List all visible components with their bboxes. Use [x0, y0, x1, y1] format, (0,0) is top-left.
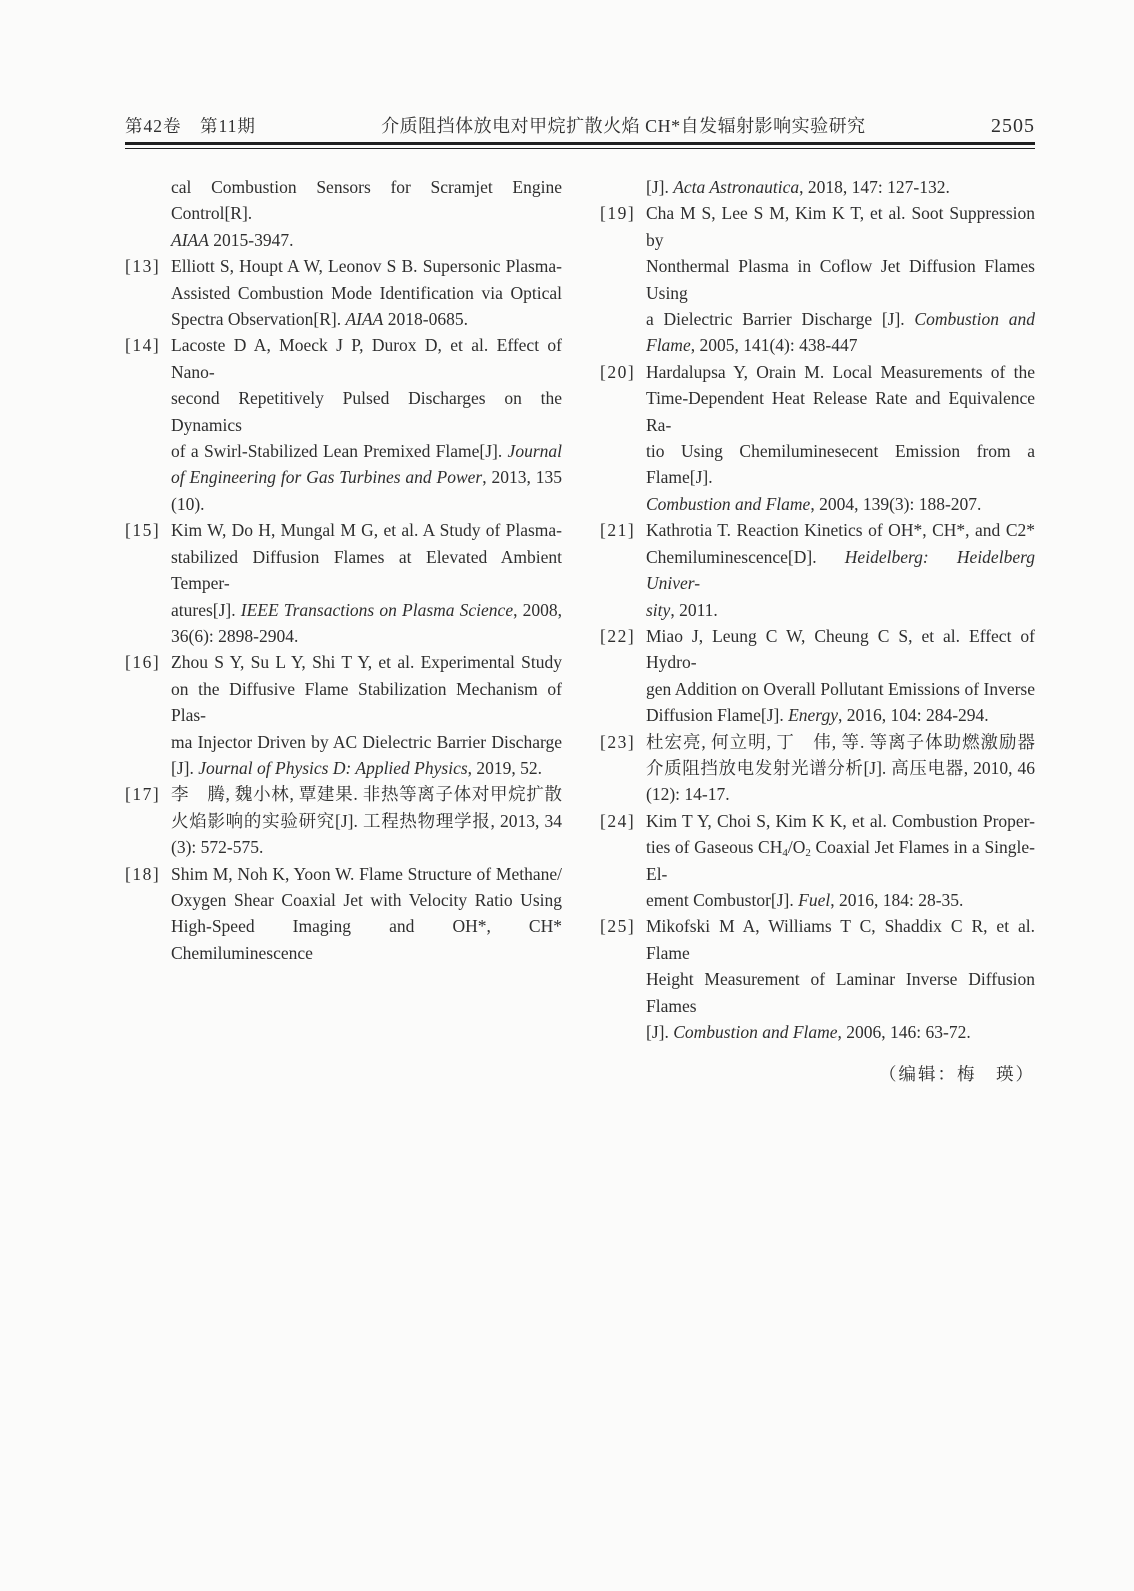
reference-line: Cha M S, Lee S M, Kim K T, et al. Soot Suppression by	[646, 203, 1035, 250]
reference-entry	[125, 174, 562, 253]
reference-number: [22]	[600, 625, 636, 646]
reference-line: cal Combustion Sensors for Scramjet Engine Control[R].	[171, 177, 562, 224]
reference-line: Kathrotia T. Reaction Kinetics of OH*, CH*, and C2*	[646, 520, 1035, 541]
reference-line: Time-Dependent Heat Release Rate and Equivalence Ra-	[646, 388, 1035, 435]
reference-line: Kim W, Do H, Mungal M G, et al. A Study of Plasma-	[171, 520, 562, 541]
reference-line: of a Swirl-Stabilized Lean Premixed Flame[J]. Journal	[171, 441, 562, 462]
reference-line: stabilized Diffusion Flames at Elevated Ambient Temper-	[171, 546, 562, 594]
references-column-left	[125, 174, 562, 1088]
reference-line: second Repetitively Pulsed Discharges on the Dynamics	[171, 388, 562, 435]
reference-line: ties of Gaseous $CH_4/O_2$ Coaxial Jet Flames in a Single-El-	[646, 837, 1035, 884]
reference-text	[646, 517, 1035, 623]
page-header	[125, 112, 1035, 138]
reference-line: Elliott S, Houpt A W, Leonov S B. Supersonic Plasma-	[171, 256, 562, 277]
reference-line: Miao J, Leung C W, Cheung C S, et al. Effect of Hydro-	[646, 625, 1035, 673]
reference-line: Kim T Y, Choi S, Kim K K, et al. Combustion Proper-	[646, 810, 1035, 831]
reference-line: a Dielectric Barrier Discharge [J]. Combustion and	[646, 309, 1035, 330]
reference-line: Zhou S Y, Su L Y, Shi T Y, et al. Experimental Study	[171, 652, 562, 673]
reference-line: 杜宏亮, 何立明, 丁 伟, 等. 等离子体助燃激励器	[646, 731, 1035, 752]
references-section	[125, 174, 1035, 1088]
reference-line: Flame, 2005, 141(4): 438-447	[646, 335, 858, 356]
editor-note: （编辑：梅 瑛）	[879, 1064, 1035, 1085]
reference-line: 36(6): 2898-2904.	[171, 625, 299, 646]
reference-entry	[125, 332, 562, 517]
reference-text	[171, 517, 562, 649]
reference-line: ma Injector Driven by AC Dielectric Barrier Discharge	[171, 731, 562, 752]
reference-number: [13]	[125, 256, 161, 277]
reference-line: gen Addition on Overall Pollutant Emissions of Inverse	[646, 678, 1035, 699]
reference-entry	[600, 808, 1035, 914]
reference-number: [24]	[600, 810, 636, 831]
reference-line: Hardalupsa Y, Orain M. Local Measurements of the	[646, 361, 1035, 382]
reference-number: [18]	[125, 863, 161, 884]
reference-line: 李 腾, 魏小林, 覃建果. 非热等离子体对甲烷扩散	[171, 784, 562, 805]
reference-line: Lacoste D A, Moeck J P, Durox D, et al. Effect of Nano-	[171, 335, 562, 382]
reference-line: Height Measurement of Laminar Inverse Diffusion Flames	[646, 969, 1035, 1016]
reference-entry	[125, 253, 562, 332]
reference-line: AIAA 2015-3947.	[171, 229, 294, 250]
reference-text	[171, 781, 562, 860]
reference-number: [19]	[600, 203, 636, 224]
reference-number	[600, 174, 646, 200]
reference-line: sity, 2011.	[646, 599, 718, 620]
reference-number: [17]	[125, 784, 161, 805]
reference-line: of Engineering for Gas Turbines and Power, 2013, 135	[171, 467, 562, 488]
header-double-rule	[125, 142, 1035, 149]
reference-entry	[600, 359, 1035, 517]
reference-line: 介质阻挡放电发射光谱分析[J]. 高压电器, 2010, 46	[646, 757, 1035, 778]
reference-text	[646, 623, 1035, 729]
reference-entry	[600, 517, 1035, 623]
reference-line: (3): 572-575.	[171, 837, 264, 858]
reference-line: atures[J]. IEEE Transactions on Plasma Science, 2008,	[171, 599, 562, 620]
reference-line: on the Diffusive Flame Stabilization Mechanism of Plas-	[171, 678, 562, 726]
reference-number: [16]	[125, 652, 161, 673]
reference-entry	[125, 649, 562, 781]
reference-number: [15]	[125, 520, 161, 541]
reference-line: High-Speed Imaging and OH*, CH* Chemiluminescence	[171, 916, 562, 963]
running-title: 介质阻挡体放电对甲烷扩散火焰 CH*自发辐射影响实验研究	[381, 116, 866, 136]
reference-number: [20]	[600, 361, 636, 382]
volume-issue: 第42卷 第11期	[125, 116, 256, 136]
reference-number: [23]	[600, 731, 636, 752]
reference-line: tio Using Chemiluminesecent Emission from a Flame[J].	[646, 441, 1035, 488]
reference-line: Shim M, Noh K, Yoon W. Flame Structure of Methane/	[171, 863, 562, 884]
reference-entry	[600, 174, 1035, 200]
reference-entry	[125, 861, 562, 967]
references-column-right	[600, 174, 1035, 1088]
reference-text	[171, 861, 562, 967]
reference-line: Spectra Observation[R]. AIAA 2018-0685.	[171, 309, 468, 330]
reference-entry	[600, 200, 1035, 358]
reference-line: [J]. Acta Astronautica, 2018, 147: 127-132.	[646, 177, 950, 197]
reference-text	[646, 200, 1035, 358]
reference-number: [25]	[600, 916, 636, 937]
reference-line: Nonthermal Plasma in Coflow Jet Diffusion Flames Using	[646, 256, 1035, 303]
reference-line: Oxygen Shear Coaxial Jet with Velocity Ratio Using	[171, 889, 562, 910]
reference-entry	[600, 913, 1035, 1045]
reference-entry	[125, 781, 562, 860]
reference-line: Assisted Combustion Mode Identification via Optical	[171, 282, 562, 303]
reference-number	[125, 174, 171, 253]
reference-entry	[600, 623, 1035, 729]
reference-line: Combustion and Flame, 2004, 139(3): 188-207.	[646, 493, 982, 514]
reference-line: [J]. Journal of Physics D: Applied Physics, 2019, 52.	[171, 757, 543, 778]
reference-text	[171, 253, 562, 332]
reference-number: [21]	[600, 520, 636, 541]
reference-text	[171, 332, 562, 517]
page-number: 2505	[991, 115, 1035, 137]
reference-number: [14]	[125, 335, 161, 356]
reference-line: Diffusion Flame[J]. Energy, 2016, 104: 284-294.	[646, 705, 989, 726]
reference-line: [J]. Combustion and Flame, 2006, 146: 63-72.	[646, 1022, 971, 1042]
reference-text	[646, 913, 1035, 1045]
reference-line: ement Combustor[J]. Fuel, 2016, 184: 28-35.	[646, 889, 964, 910]
reference-text	[646, 174, 1035, 200]
reference-text	[646, 729, 1035, 808]
reference-text	[171, 174, 562, 253]
reference-line: Mikofski M A, Williams T C, Shaddix C R, et al. Flame	[646, 916, 1035, 963]
reference-line: Chemiluminescence[D]. Heidelberg: Heidelberg Univer-	[646, 546, 1035, 594]
reference-line: (12): 14-17.	[646, 784, 730, 805]
reference-text	[171, 649, 562, 781]
reference-text	[646, 359, 1035, 517]
reference-line: 火焰影响的实验研究[J]. 工程热物理学报, 2013, 34	[171, 810, 562, 831]
reference-entry	[125, 517, 562, 649]
reference-line: (10).	[171, 493, 205, 514]
reference-entry	[600, 729, 1035, 808]
reference-text	[646, 808, 1035, 914]
